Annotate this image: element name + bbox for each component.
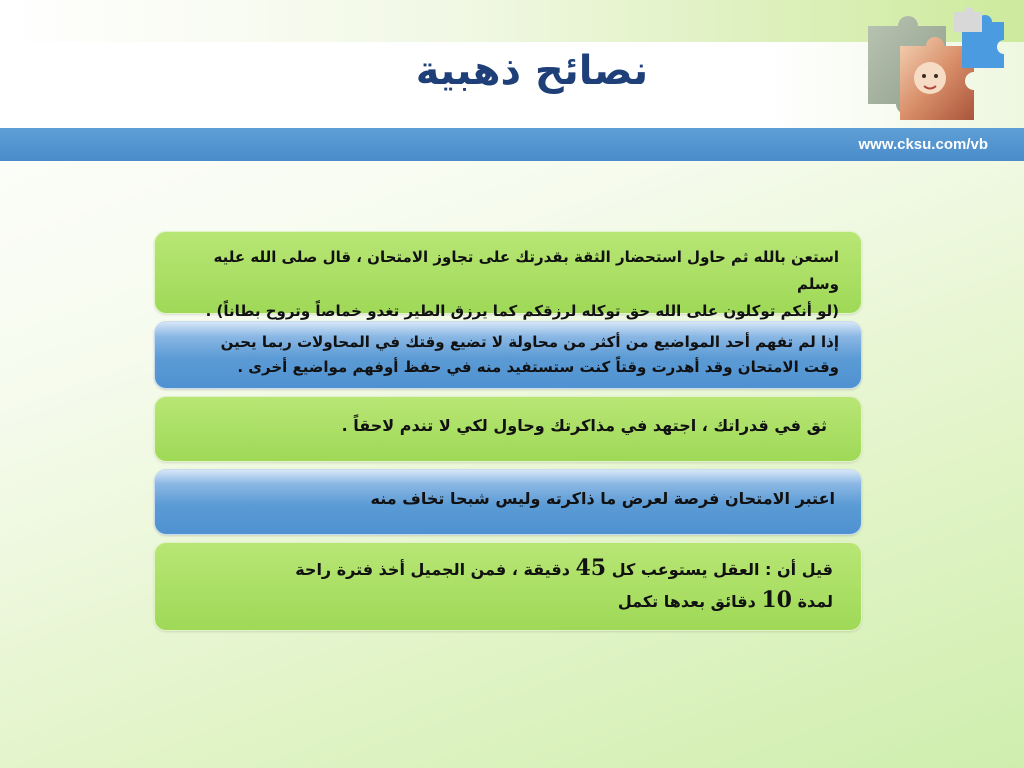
tip-1-line-1: استعن بالله ثم حاول استحضار الثقة بقدرتك على تجاوز الامتحان ، قال صلى الله عليه وسلم [213,248,839,293]
site-url: www.cksu.com/vb [858,136,988,153]
tip-2-line-1: إذا لم تفهم أحد المواضيع من أكثر من محاولة لا تضيع وقتك في المحاولات ربما يحين [220,333,839,351]
tip-3-line-1: ثق في قدراتك ، اجتهد في مذاكرتك وحاول لكي لا تندم لاحقاً . [341,416,827,435]
tip-5-line-2-start: لمدة [797,592,833,611]
tip-5-line-1-start: قيل أن : العقل يستوعب كل [611,560,833,579]
tip-5-line-1-end: دقيقة ، فمن الجميل أخذ فترة راحة [295,560,570,579]
tip-box-4 [154,469,862,535]
tip-5-line-2 [177,585,833,617]
tip-5-line-2-end: دقائق بعدها تكمل [617,592,756,611]
tip-box-5 [154,542,862,631]
tip-1-line-2: (لو أنكم توكلون على الله حق توكله لرزقكم كما يرزق الطير تغدو خماصاً وتروح بطاناً) . [205,302,839,320]
tip-box-2 [154,321,862,389]
tip-5-number-45: 45 [575,555,607,581]
tip-box-3 [154,396,862,462]
tip-2-line-2: وقت الامتحان وقد أهدرت وقتاً كنت ستستفيد منه في حفظ أوفهم مواضيع أخرى . [237,358,839,376]
page-title: نصائح ذهبية [415,48,649,94]
puzzle-photo-icon [862,6,1012,124]
tip-5-line-1 [177,553,833,585]
tip-5-number-10: 10 [761,587,792,613]
tip-box-1 [154,231,862,320]
tip-4-line-1: اعتبر الامتحان فرصة لعرض ما ذاكرته وليس شبحا تخاف منه [370,489,835,508]
